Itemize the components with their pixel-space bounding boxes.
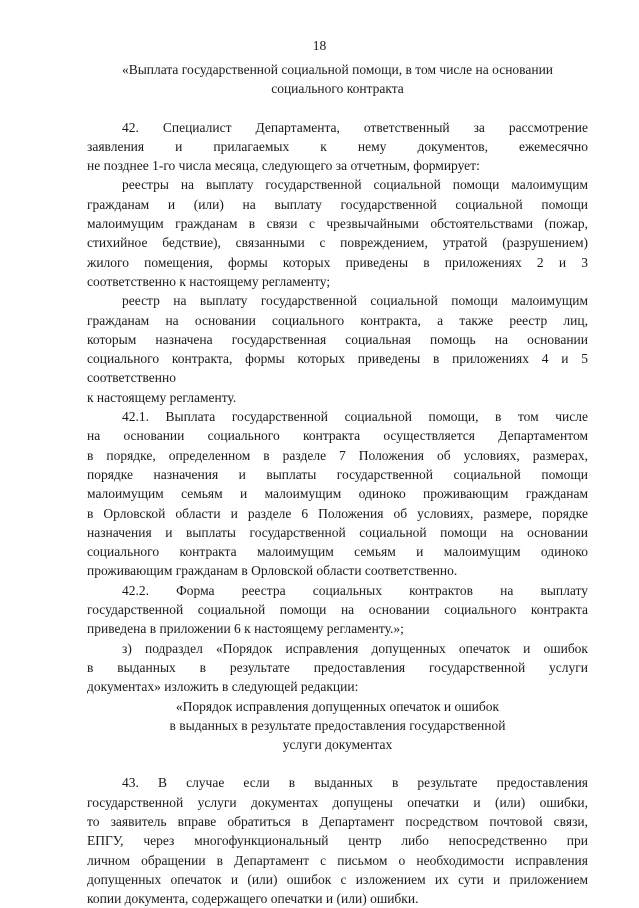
text-line: порядке назначения и выплаты государственной социальной помощи: [87, 466, 588, 482]
registry-paragraph-1: [87, 175, 588, 291]
text-line: в выданных в результате предоставления государственной услуги: [87, 659, 588, 675]
text-line: в Орловской области и разделе 6 Положения об условиях, размере, порядке: [87, 505, 588, 521]
text-line: 42.1. Выплата государственной социальной помощи, в том числе: [122, 409, 588, 425]
subsection-z: [87, 639, 588, 697]
text-line: на основании социального контракта осуществляется Департаментом: [87, 428, 588, 444]
text-line: государственной социальной помощи на основании социального контракта: [87, 602, 588, 618]
text-line: 43. В случае если в выданных в результате предоставления: [122, 775, 588, 791]
text-line: к настоящему регламенту.: [87, 389, 237, 405]
text-line: допущенных опечаток и (или) ошибок с изложением их сути и приложением: [87, 871, 588, 887]
document-body: [87, 60, 588, 908]
text-line: 42.2. Форма реестра социальных контрактов на выплату: [122, 582, 588, 598]
section-title-line: «Выплата государственной социальной помощи, в том числе на основании: [121, 62, 554, 77]
text-line: реестры на выплату государственной социальной помощи малоимущим: [122, 177, 588, 193]
text-line: то заявитель вправе обратиться в Департамент посредством почтовой связи,: [87, 813, 588, 829]
text-line: малоимущим семьям и малоимущим одиноко проживающим гражданам: [87, 486, 588, 502]
text-line: соответственно: [87, 370, 176, 386]
text-line: государственной услуги документах допущены опечатки и (или) ошибки,: [87, 794, 588, 810]
text-line: гражданам и (или) на выплату государственной социальной помощи: [87, 196, 588, 212]
paragraph-42-2: [87, 581, 588, 639]
text-line: копии документа, содержащего опечатки и (или) ошибки.: [87, 891, 419, 907]
text-line: которым назначена государственная социальная помощь на основании: [87, 331, 588, 347]
text-line: малоимущим гражданам в связи с чрезвычайными обстоятельствами (пожар,: [87, 216, 588, 232]
text-line: реестр на выплату государственной социальной помощи малоимущим: [122, 293, 588, 309]
section-title-line: социального контракта: [271, 81, 404, 97]
text-line: соответственно к настоящему регламенту;: [87, 273, 331, 289]
text-line: стихийное бедствие), связанными с повреждением, утратой (разрушением): [87, 235, 588, 251]
text-line: не позднее 1-го числа месяца, следующего за отчетным, формирует:: [87, 158, 480, 174]
section-title: [87, 60, 588, 99]
registry-paragraph-2: [87, 291, 588, 407]
text-line: заявления и прилагаемых к нему документов, ежемесячно: [87, 138, 588, 154]
text-line: 42. Специалист Департамента, ответственный за рассмотрение: [122, 119, 588, 135]
text-line: проживающим гражданам в Орловской области соответственно.: [87, 563, 458, 579]
text-line: ЕПГУ, через многофункциональный центр либо непосредственно при: [87, 833, 588, 849]
page-number: 18: [312, 38, 327, 53]
text-line: гражданам на основании социального контракта, а также реестр лиц,: [87, 312, 588, 328]
paragraph-43: [87, 773, 588, 908]
subsection-title-line: в выданных в результате предоставления государственной: [169, 717, 506, 733]
text-line: документах» изложить в следующей редакции:: [87, 679, 359, 695]
text-line: социального контракта, формы которых приведены в приложениях 4 и 5: [87, 351, 588, 367]
paragraph-42: [87, 118, 588, 176]
text-line: личном обращении в Департамент с письмом о необходимости исправления: [87, 852, 588, 868]
subsection-title-line: «Порядок исправления допущенных опечаток и ошибок: [175, 698, 500, 714]
subsection-title: [87, 697, 588, 755]
text-line: приведена в приложении 6 к настоящему регламенту.»;: [87, 621, 404, 637]
text-line: в порядке, определенном в разделе 7 Положения об условиях, размерах,: [87, 447, 588, 463]
paragraph-42-1: [87, 407, 588, 581]
subsection-title-line: услуги документах: [282, 737, 393, 753]
text-line: жилого помещения, формы которых приведены в приложениях 2 и 3: [87, 254, 588, 270]
text-line: социального контракта малоимущим семьям и малоимущим одиноко: [87, 544, 588, 560]
text-line: назначения и выплаты государственной социальной помощи на основании: [87, 524, 588, 540]
text-line: з) подраздел «Порядок исправления допущенных опечаток и ошибок: [122, 640, 588, 656]
